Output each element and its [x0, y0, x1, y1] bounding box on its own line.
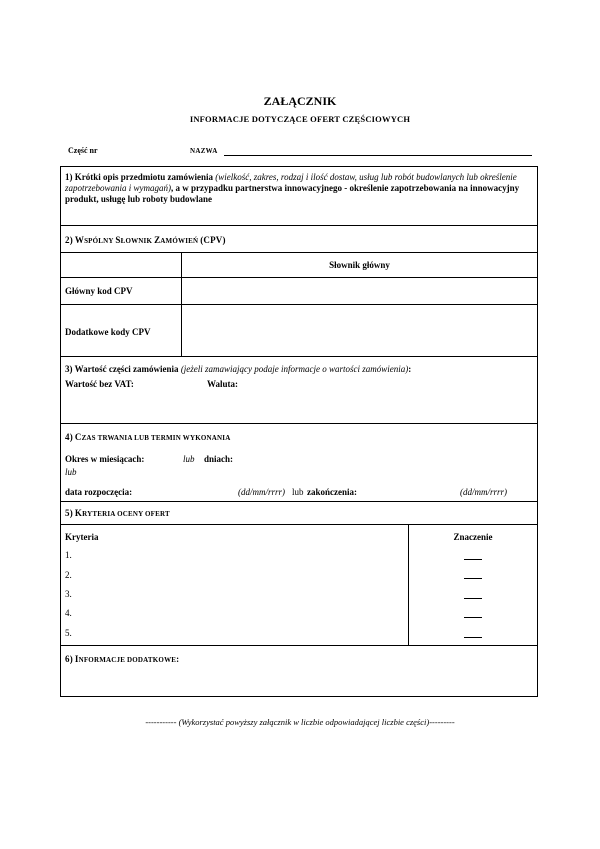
or-text: lub [183, 454, 195, 464]
section-1-italic-note: (wielkość, zakres, rodzaj i ilość dostaw, usług lub robót budowlanych lub określenie zapotrzebowania i wymagań) [65, 172, 517, 193]
divider [61, 423, 537, 424]
cpv-main-dictionary-header: Słownik główny [329, 260, 390, 270]
name-label: NAZWA [190, 147, 218, 155]
weight-header: Znaczenie [453, 532, 493, 542]
weight-blank[interactable] [464, 578, 482, 579]
additional-cpv-codes-label: Dodatkowe kody CPV [65, 327, 151, 337]
section-2-title [65, 235, 226, 247]
section-3-title [65, 364, 533, 375]
weight-blank[interactable] [464, 637, 482, 638]
section-4-number: 4) [65, 432, 73, 442]
section-6-colon: : [176, 654, 180, 664]
divider [61, 252, 537, 253]
or-text: lub [65, 467, 77, 477]
currency-label: Waluta: [207, 379, 239, 389]
net-value-label: Wartość bez VAT: [65, 379, 134, 389]
name-field-line[interactable] [224, 155, 532, 156]
section-1-rest: , a w przypadku partnerstwa innowacyjnego - określenie zapotrzebowania na innowacyjny produkt, usługę lub roboty budowlane [65, 183, 520, 204]
end-date-format: (dd/mm/rrrr) [460, 487, 508, 497]
section-1-description [65, 172, 533, 205]
main-cpv-code-field[interactable] [182, 278, 538, 304]
section-2-title-part: ŁOWNIK [120, 237, 155, 245]
divider [61, 356, 537, 357]
divider [61, 524, 537, 525]
section-1-label: 1) Krótki opis przedmiotu zamówienia [65, 172, 213, 182]
main-cpv-code-label: Główny kod CPV [65, 286, 133, 296]
document-title: ZAŁĄCZNIK [263, 94, 337, 108]
section-5-title [65, 508, 170, 520]
section-5-number: 5) [65, 508, 73, 518]
section-2-title-part: AMÓWIEŃ [160, 237, 201, 245]
section-2-title-part: S [115, 235, 121, 245]
section-6-title [65, 654, 179, 666]
weight-blank[interactable] [464, 598, 482, 599]
criterion-number: 5. [65, 628, 72, 638]
part-number-label: Część nr [68, 146, 98, 155]
criterion-number: 2. [65, 570, 72, 580]
section-4-title-part: C [74, 432, 82, 442]
months-label: Okres w miesiącach: [65, 454, 145, 464]
section-2-title-part: W [74, 235, 85, 245]
section-4-title-part: ZAS TRWANIA LUB TERMIN WYKONANIA [81, 434, 231, 442]
divider [61, 645, 537, 646]
criterion-number: 4. [65, 608, 72, 618]
weight-blank[interactable] [464, 617, 482, 618]
criteria-header: Kryteria [65, 532, 99, 542]
section-3-colon: : [408, 364, 412, 374]
section-4-title [65, 432, 230, 444]
days-label: dniach: [204, 454, 234, 464]
criterion-number: 3. [65, 589, 72, 599]
section-6-number: 6) [65, 654, 73, 664]
section-2-title-part: Z [154, 235, 161, 245]
document-subtitle: INFORMACJE DOTYCZĄCE OFERT CZĘŚCIOWYCH [189, 114, 411, 124]
criterion-number: 1. [65, 550, 72, 560]
section-3-italic-note: (jeżeli zamawiający podaje informacje o wartości zamówienia) [180, 364, 409, 374]
section-5-title-part: K [74, 508, 83, 518]
section-2-title-part: (CPV) [200, 235, 226, 245]
section-2-title-part: SPÓLNY [84, 237, 116, 245]
start-date-format: (dd/mm/rrrr) [238, 487, 286, 497]
divider [61, 501, 537, 502]
form-table [60, 166, 538, 697]
start-date-label: data rozpoczęcia: [65, 487, 133, 497]
or-text: lub [292, 487, 304, 497]
section-6-title-part: NFORMACJE DODATKOWE [78, 656, 177, 664]
section-5-title-part: RYTERIA OCENY OFERT [82, 510, 170, 518]
additional-cpv-codes-field[interactable] [182, 305, 538, 356]
divider [61, 225, 537, 226]
end-date-label: zakończenia: [307, 487, 357, 497]
footer-note: ----------- (Wykorzystać powyższy załącznik w liczbie odpowiadającej liczbie części)--------- [145, 717, 455, 727]
section-3-label: 3) Wartość części zamówienia [65, 364, 179, 374]
weight-blank[interactable] [464, 559, 482, 560]
section-2-number: 2) [65, 235, 73, 245]
section-6-title-part: I [74, 654, 79, 664]
